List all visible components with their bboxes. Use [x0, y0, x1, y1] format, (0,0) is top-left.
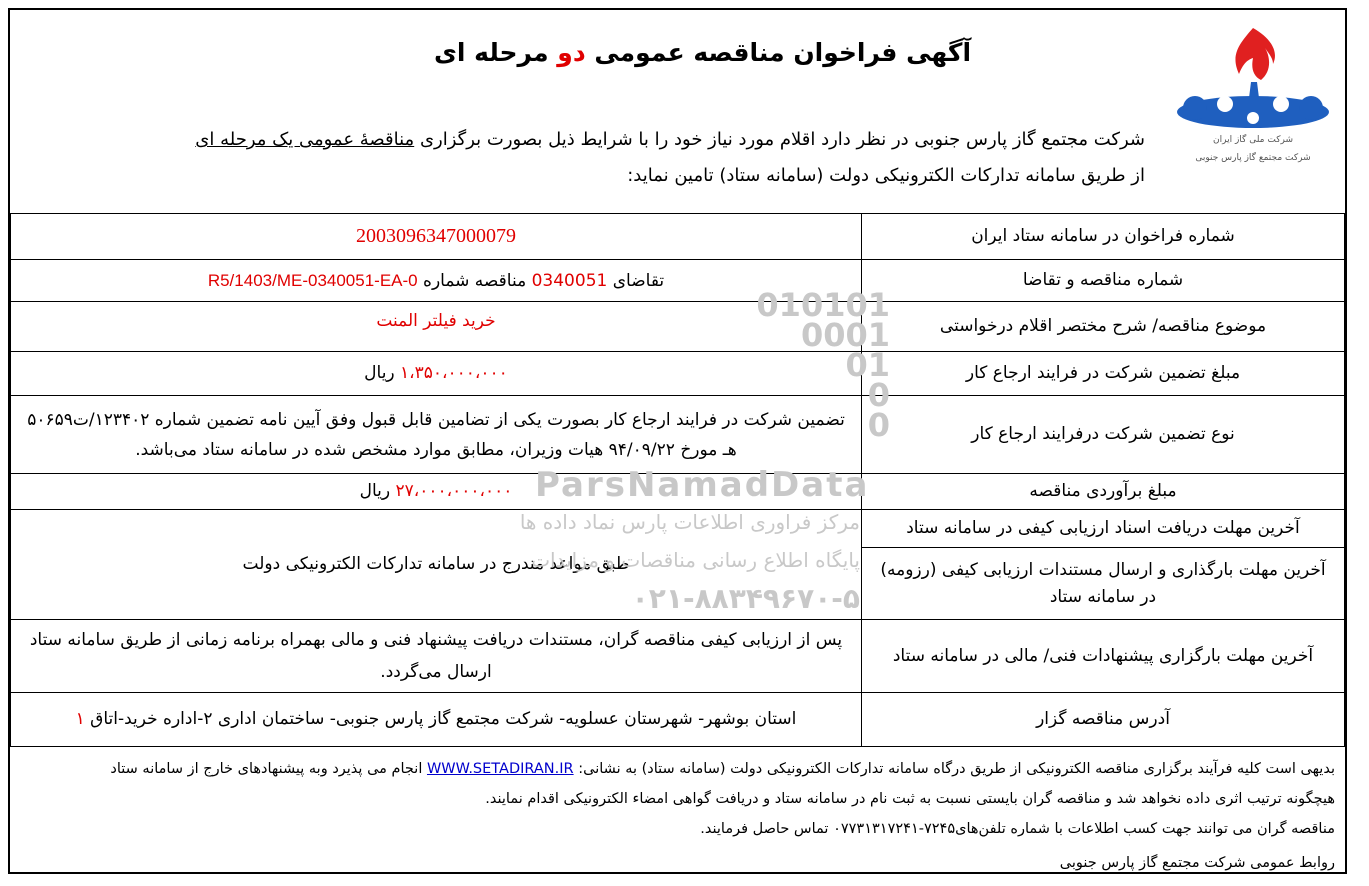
- watermark-line-1: مرکز فراوری اطلاعات پارس نماد داده ها: [519, 510, 860, 534]
- tender-number: R5/1403/ME-0340051-EA-0: [207, 270, 418, 290]
- row-label: آخرین مهلت بارگزاری پیشنهادات فنی/ مالی در سامانه ستاد: [862, 620, 1345, 693]
- row-label: مبلغ برآوردی مناقصه: [862, 474, 1345, 510]
- call-number: 2003096347000079: [356, 224, 516, 247]
- footer-line-2: هیچگونه ترتیب اثری داده نخواهد شد و مناقصه گران بایستی نسبت به ثبت نام در سامانه ستاد و دریافت گواهی امضاء الکترونیکی اقدام نمایند.: [485, 791, 1335, 807]
- row-value: [11, 302, 862, 352]
- page-title: [260, 38, 1145, 67]
- row-label: شماره مناقصه و تقاضا: [862, 260, 1345, 302]
- intro-part2: از طریق سامانه تدارکات الکترونیکی دولت (سامانه ستاد) تامین نماید:: [627, 165, 1145, 186]
- request-number: 0340051: [531, 270, 608, 291]
- table-row: [11, 510, 1345, 548]
- row-value: پس از ارزیابی کیفی مناقصه گران، مستندات دریافت پیشنهاد فنی و مالی بهمراه برنامه زمانی از طریق سامانه ستاد ارسال می‌گردد.: [11, 620, 862, 693]
- guarantee-unit: ریال: [364, 363, 395, 383]
- intro-paragraph: [24, 122, 1145, 194]
- tender-subject: خرید فیلتر المنت: [376, 311, 496, 331]
- setadiran-link[interactable]: WWW.SETADIRAN.IR: [426, 761, 574, 777]
- table-row: [11, 693, 1345, 747]
- logo-caption-1: شرکت ملی گاز ایران: [1213, 135, 1293, 145]
- table-row: [11, 352, 1345, 396]
- request-prefix: تقاضای: [612, 270, 665, 291]
- row-value: [11, 352, 862, 396]
- estimated-amount: ۲۷،۰۰۰،۰۰۰،۰۰۰: [395, 481, 513, 501]
- row-label: آخرین مهلت دریافت اسناد ارزیابی کیفی در سامانه ستاد: [862, 510, 1345, 548]
- row-value: [11, 474, 862, 510]
- row-label: موضوع مناقصه/ شرح مختصر اقلام درخواستی: [862, 302, 1345, 352]
- company-logo: [1173, 18, 1333, 168]
- row-label: آدرس مناقصه گزار: [862, 693, 1345, 747]
- intro-part1: شرکت مجتمع گاز پارس جنوبی در نظر دارد اقلام مورد نیاز خود را با شرایط ذیل بصورت برگزاری: [419, 129, 1145, 150]
- title-part2: مرحله ای: [433, 38, 549, 67]
- announcement-frame: [8, 8, 1347, 874]
- watermark-phone: ۰۲۱-۸۸۳۴۹۶۷۰-۵: [631, 582, 860, 615]
- tender-number-label: مناقصه شماره: [423, 270, 527, 291]
- watermark-binary: 010101 0001 01 0 0: [756, 286, 890, 444]
- row-value: تضمین شرکت در فرایند ارجاع کار بصورت یکی از تضامین قابل قبول وفق آیین نامه تضمین شماره ۱۲۳۴۰۲/ت۵۰۶۵۹ هـ مورخ ۹۴/۰۹/۲۲ هیات وزیران، مطابق موارد مشخص شده در سامانه ستاد می‌باشد.: [11, 396, 862, 474]
- row-label: شماره فراخوان در سامانه ستاد ایران: [862, 214, 1345, 260]
- watermark-line-2: پایگاه اطلاع رسانی مناقصات و مزایدات: [531, 548, 860, 572]
- footer-line-1-end: انجام می پذیرد وبه پیشنهادهای خارج از سامانه ستاد: [110, 761, 423, 777]
- row-value: [11, 260, 862, 302]
- footer-line-1-start: بدیهی است کلیه فرآیند برگزاری مناقصه الکترونیکی از طریق درگاه سامانه تدارکات الکترونیکی دولت (سامانه ستاد) به نشانی:: [578, 761, 1335, 777]
- logo-caption-2: شرکت مجتمع گاز پارس جنوبی: [1195, 153, 1311, 163]
- table-row: [11, 260, 1345, 302]
- title-part1: آگهی فراخوان مناقصه عمومی: [594, 38, 972, 67]
- estimated-unit: ریال: [359, 481, 391, 501]
- table-row: [11, 214, 1345, 260]
- row-value: [11, 693, 862, 747]
- row-label: نوع تضمین شرکت درفرایند ارجاع کار: [862, 396, 1345, 474]
- guarantee-amount: ۱،۳۵۰،۰۰۰،۰۰۰: [400, 363, 508, 383]
- table-row: [11, 396, 1345, 474]
- watermark-brand: ParsNamadData: [535, 465, 870, 505]
- row-value: طبق مواعد مندرج در سامانه تدارکات الکترونیکی دولت: [11, 510, 862, 620]
- announcement-header: [10, 10, 1345, 214]
- footer-line-3: مناقصه گران می توانند جهت کسب اطلاعات با شماره تلفن‌های۷۲۴۵-۰۷۷۳۱۳۱۷۲۴۱ تماس حاصل فرمایند.: [700, 821, 1335, 837]
- row-label: آخرین مهلت بارگذاری و ارسال مستندات ارزیابی کیفی (رزومه) در سامانه ستاد: [862, 548, 1345, 620]
- table-row: [11, 302, 1345, 352]
- title-highlight: دو: [557, 38, 586, 67]
- row-value: [11, 214, 862, 260]
- table-row: [11, 474, 1345, 510]
- footer-line-1: [20, 754, 1335, 784]
- footer-notes: [10, 754, 1345, 874]
- tender-details-table: [10, 213, 1345, 747]
- table-row: [11, 620, 1345, 693]
- intro-underlined: مناقصۀ عمومی یک مرحله ای: [195, 129, 415, 150]
- room-number: ۱: [75, 709, 85, 729]
- tenderer-address: استان بوشهر- شهرستان عسلویه- شرکت مجتمع گاز پارس جنوبی- ساختمان اداری ۲-اداره خرید-اتاق: [90, 709, 797, 729]
- footer-signature: روابط عمومی شرکت مجتمع گاز پارس جنوبی: [1059, 855, 1335, 871]
- gas-company-logo-icon: [1173, 18, 1333, 168]
- row-label: مبلغ تضمین شرکت در فرایند ارجاع کار: [862, 352, 1345, 396]
